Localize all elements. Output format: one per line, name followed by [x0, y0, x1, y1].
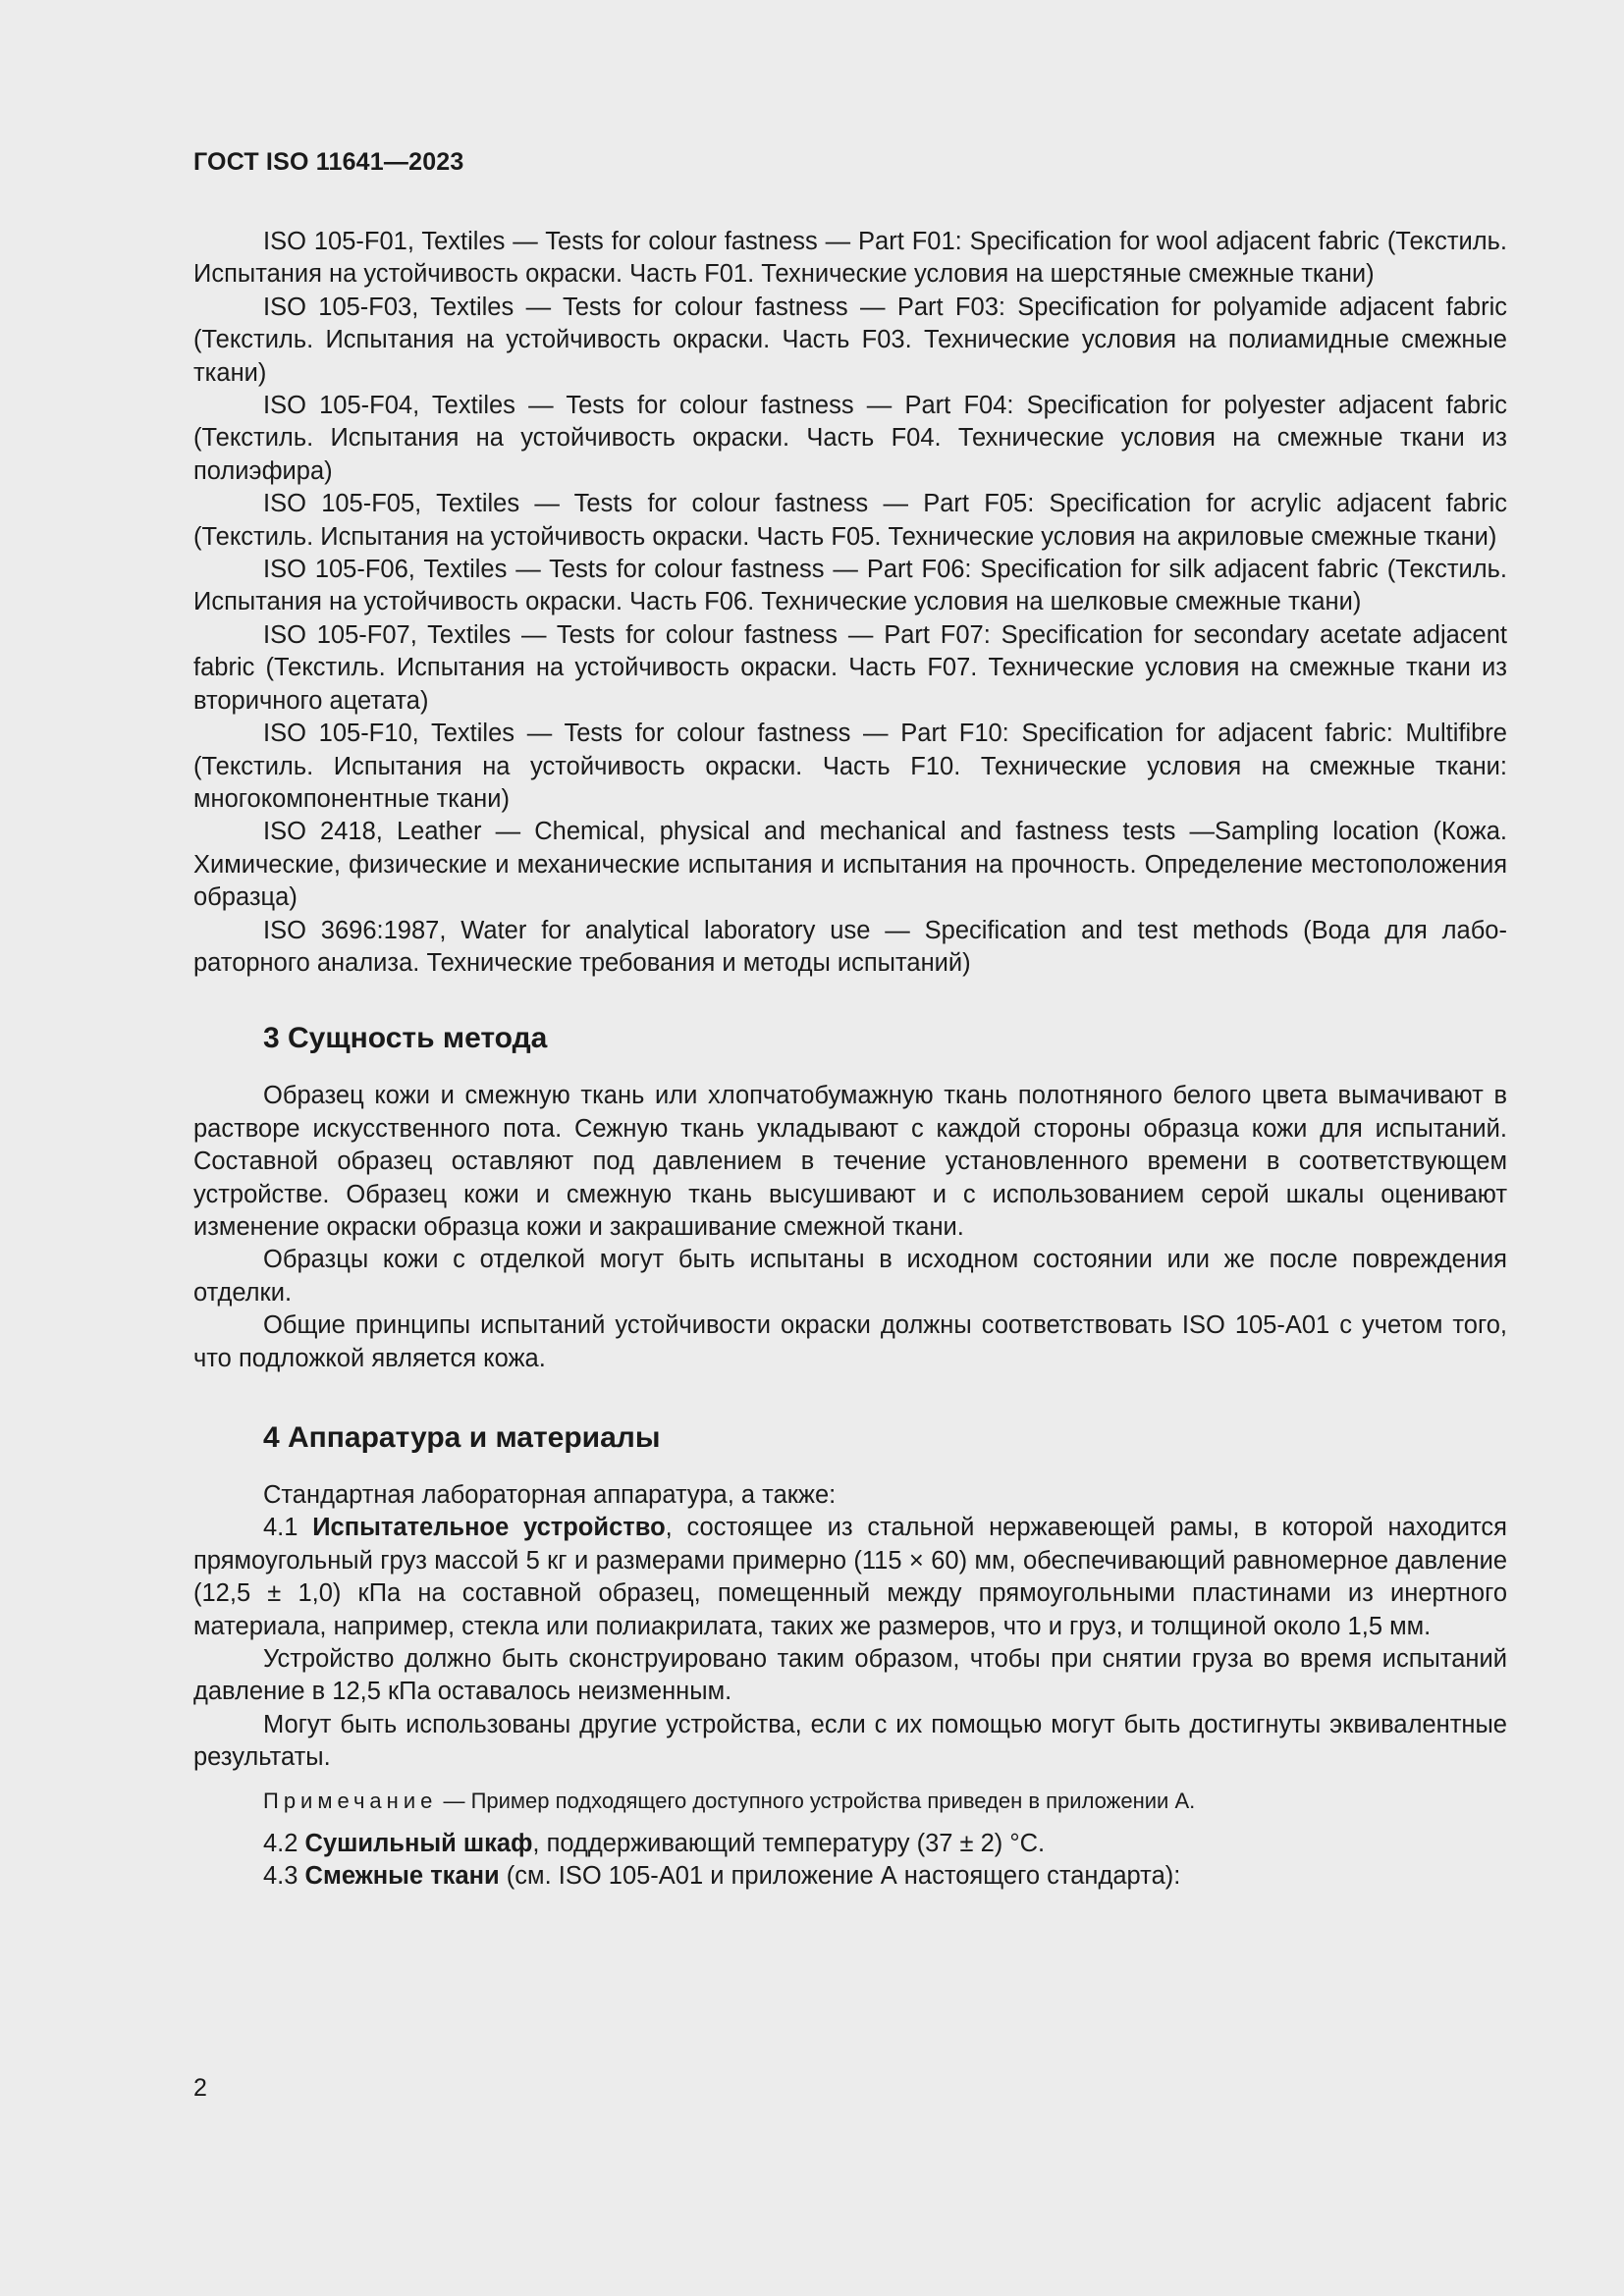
section-3-heading: 3 Сущность метода: [263, 1022, 548, 1055]
reference-item: ISO 105-F10, Textiles — Tests for colour fastness — Part F10: Specification for adjacent fabric: Multifibre (Текстиль. Испытания на устойчивость окраски. Часть F10. Технические условия на смежные ткани: многокомпонентные ткани): [193, 720, 1507, 813]
section-4-heading: 4 Аппаратура и материалы: [263, 1421, 661, 1454]
section-4-paragraph: Устройство должно быть сконструировано таким образом, чтобы при снятии груза во время испытаний давление в 12,5 кПа оставалось неизменным.: [193, 1645, 1507, 1706]
reference-item: ISO 105-F07, Textiles — Tests for colour fastness — Part F07: Specification for secondary acetate adjacent fabric (Текстиль. Испытания на устойчивость окраски. Часть F07. Технические условия на смежные ткани из вторичного ацетата): [193, 620, 1507, 715]
reference-item: ISO 105-F06, Textiles — Tests for colour fastness — Part F06: Specification for silk adjacent fabric (Текстиль. Испытания на устойчивость окраски. Часть F06. Технические условия на шелковые смежные ткани): [193, 556, 1507, 616]
item-4-1-term: Испытательное устройство: [312, 1514, 666, 1542]
reference-item: ISO 105-F03, Textiles — Tests for colour fastness — Part F03: Specification for polyamide adjacent fabric (Текстиль. Испытания на устойчивость окраски. Часть F03. Технические условия на полиамидные смежные ткани): [193, 293, 1507, 387]
reference-item: ISO 105-F01, Textiles — Tests for colour fastness — Part F01: Specification for wool adjacent fabric (Текстиль. Испытания на устойчивость окраски. Часть F01. Технические условия на шерстяные смежные ткани): [193, 228, 1507, 289]
item-4-1-text: , состоящее из стальной нержавеющей рамы, в которой находится прямоугольный груз массой 5 кг и размерами примерно (115 × 60) мм, обеспечивающий равномерное давление (12,5 ± 1,0) кПа на составной образец, помещенный между прямоугольными пластинами из инертного материала, например, стекла или полиакрилата, таких же размеров, что и груз, и толщиной около 1,5 мм.: [193, 1514, 1507, 1640]
reference-item: ISO 2418, Leather — Chemical, physical and mechanical and fastness tests —Sampling location (Кожа. Химические, физические и механические испытания и испытания на прочность. Определение местоположения образца): [193, 818, 1507, 912]
note: [193, 1787, 1507, 1816]
item-4-3-term: Смежные ткани: [304, 1862, 500, 1891]
page-content: [193, 226, 1507, 1893]
reference-item: ISO 3696:1987, Water for analytical laboratory use — Specification and test methods (Вода для лабораторного анализа. Технические требования и методы испытаний): [193, 916, 1507, 977]
item-4-2-text: , поддерживающий температуру (37 ± 2) °С.: [532, 1829, 1046, 1857]
reference-item: ISO 105-F05, Textiles — Tests for colour fastness — Part F05: Specification for acrylic adjacent fabric (Текстиль. Испытания на устойчивость окраски. Часть F05. Технические условия на акриловые смежные ткани): [193, 490, 1507, 551]
item-4-2: [193, 1828, 1507, 1860]
note-text: — Пример подходящего доступного устройства приведен в приложении А.: [437, 1788, 1196, 1813]
section-4-paragraph: Могут быть использованы другие устройства, если с их помощью могут быть достигнуты эквивалентные результаты.: [193, 1710, 1507, 1772]
item-4-3-number: 4.3: [263, 1862, 298, 1891]
item-4-3: [193, 1860, 1507, 1893]
item-4-3-text: (см. ISO 105-A01 и приложение А настоящего стандарта):: [499, 1862, 1181, 1891]
section-3-paragraph: Общие принципы испытаний устойчивости окраски должны соответствовать ISO 105-A01 с учетом того, что подложкой является кожа.: [193, 1311, 1507, 1372]
item-4-2-number: 4.2: [263, 1829, 298, 1857]
page-number: 2: [193, 2074, 207, 2102]
reference-item: ISO 105-F04, Textiles — Tests for colour fastness — Part F04: Specification for polyester adjacent fabric (Текстиль. Испытания на устойчивость окраски. Часть F04. Технические условия на смежные ткани из полиэфира): [193, 392, 1507, 485]
document-header: ГОСТ ISO 11641—2023: [193, 148, 464, 176]
item-4-1: [193, 1512, 1507, 1643]
section-3-paragraph: Образец кожи и смежную ткань или хлопчатобумажную ткань полотняного белого цвета вымачивают в растворе искусственного пота. Сежную ткань укладывают с каждой стороны образца кожи для испытаний. Составной образец оставляют под давлением в течение установленного времени в соответствующем устройстве. Образец кожи и смежную ткань высушивают и с использованием серой шкалы оценивают изменение окраски образца кожи и закрашивание смежной ткани.: [193, 1082, 1507, 1241]
note-label: Примечание: [263, 1788, 438, 1813]
item-4-1-number: 4.1: [263, 1514, 298, 1542]
section-4-intro: Стандартная лабораторная аппаратура, а также:: [263, 1481, 837, 1509]
section-3-paragraph: Образцы кожи с отделкой могут быть испытаны в исходном состоянии или же после повреждения отделки.: [193, 1246, 1507, 1307]
item-4-2-term: Сушильный шкаф: [304, 1829, 533, 1857]
